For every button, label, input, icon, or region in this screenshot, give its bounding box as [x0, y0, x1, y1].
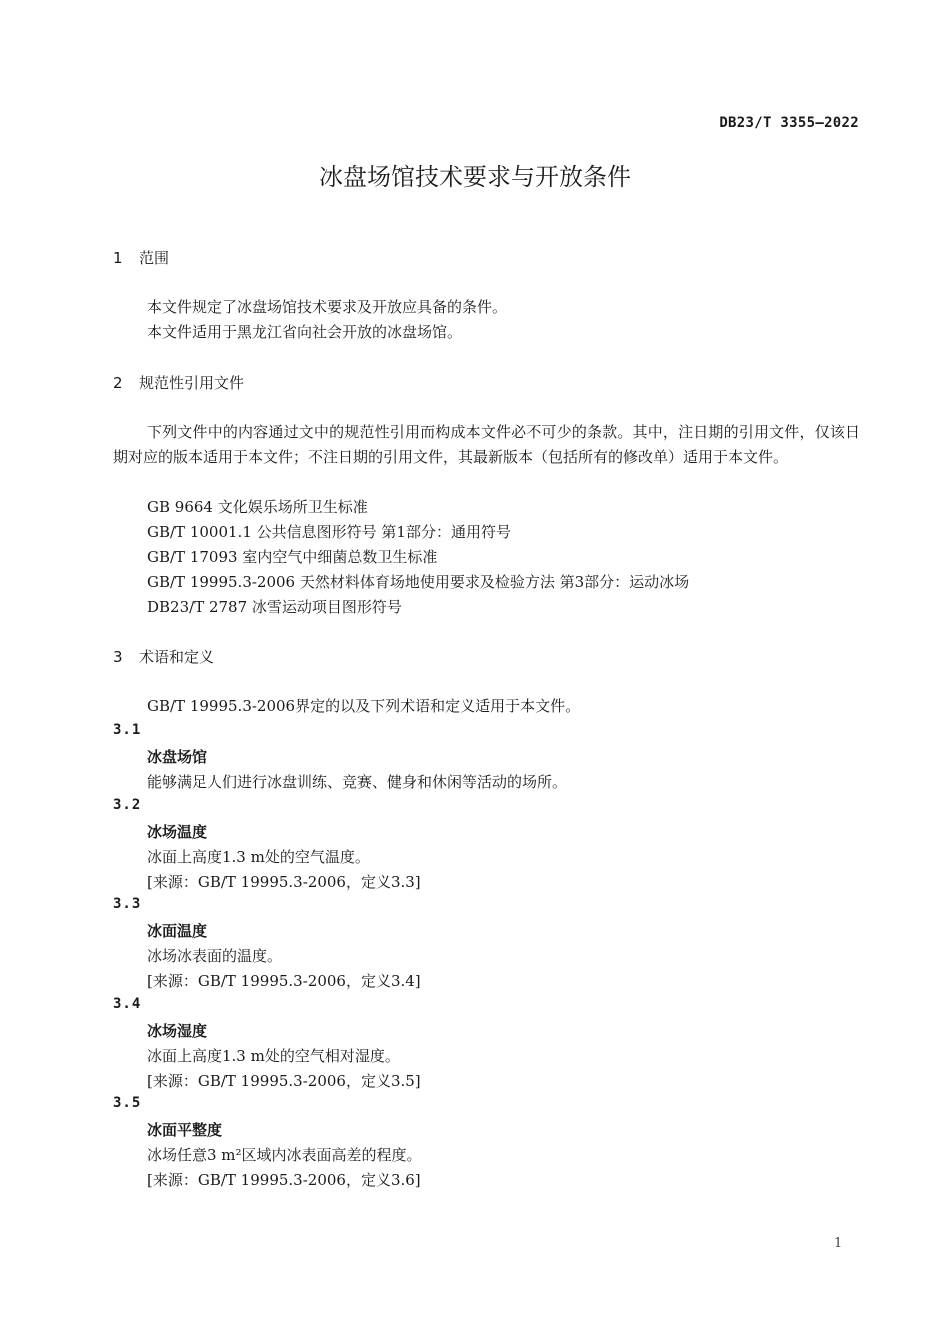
- reference-item: GB/T 17093 室内空气中细菌总数卫生标准: [147, 548, 438, 566]
- section-title: 范围: [139, 249, 170, 267]
- document-title: 冰盘场馆技术要求与开放条件: [319, 163, 631, 191]
- term-source: [来源：GB/T 19995.3-2006，定义3.5]: [147, 1072, 421, 1090]
- term-source: [来源：GB/T 19995.3-2006，定义3.3]: [147, 873, 421, 891]
- page-number: 1: [834, 1236, 843, 1251]
- term-definition: 冰面上高度1.3 m处的空气相对湿度。: [147, 1047, 400, 1065]
- term-name: 冰场温度: [147, 823, 208, 841]
- section-heading-terms-and-definitions: [113, 646, 214, 667]
- paragraph: 本文件适用于黑龙江省向社会开放的冰盘场馆。: [147, 323, 463, 341]
- term-name: 冰场湿度: [147, 1022, 208, 1040]
- term-source: [来源：GB/T 19995.3-2006，定义3.4]: [147, 972, 421, 990]
- reference-item: GB/T 10001.1 公共信息图形符号 第1部分：通用符号: [147, 523, 511, 541]
- paragraph: 下列文件中的内容通过文中的规范性引用而构成本文件必不可少的条款。其中，注日期的引用文件，仅该日期对应的版本适用于本文件；不注日期的引用文件，其最新版本（包括所有的修改单）适用于本文件。: [113, 423, 860, 466]
- section-heading-scope: [113, 247, 169, 268]
- paragraph: 本文件规定了冰盘场馆技术要求及开放应具备的条件。: [147, 298, 508, 316]
- section-number: 1: [113, 249, 123, 267]
- reference-item: GB/T 19995.3-2006 天然材料体育场地使用要求及检验方法 第3部分：运动冰场: [147, 573, 690, 591]
- reference-item: DB23/T 2787 冰雪运动项目图形符号: [147, 598, 402, 616]
- term-definition: 冰面上高度1.3 m处的空气温度。: [147, 848, 370, 866]
- term-number: 3.2: [113, 797, 142, 813]
- term-definition: 冰场任意3 m²区域内冰表面高差的程度。: [147, 1146, 422, 1164]
- paragraph: GB/T 19995.3-2006界定的以及下列术语和定义适用于本文件。: [147, 697, 581, 715]
- document-code: DB23/T 3355—2022: [719, 115, 859, 131]
- section-title: 术语和定义: [139, 648, 215, 666]
- term-name: 冰面温度: [147, 922, 208, 940]
- term-name: 冰面平整度: [147, 1121, 223, 1139]
- term-number: 3.1: [113, 722, 142, 738]
- term-number: 3.5: [113, 1095, 142, 1111]
- term-number: 3.4: [113, 996, 142, 1012]
- term-number: 3.3: [113, 896, 142, 912]
- section-number: 2: [113, 374, 123, 392]
- section-number: 3: [113, 648, 123, 666]
- reference-item: GB 9664 文化娱乐场所卫生标准: [147, 498, 368, 516]
- section-heading-normative-references: [113, 372, 244, 393]
- section-title: 规范性引用文件: [139, 374, 245, 392]
- term-source: [来源：GB/T 19995.3-2006，定义3.6]: [147, 1171, 421, 1189]
- term-name: 冰盘场馆: [147, 748, 208, 766]
- term-definition: 冰场冰表面的温度。: [147, 947, 283, 965]
- term-definition: 能够满足人们进行冰盘训练、竞赛、健身和休闲等活动的场所。: [147, 773, 568, 791]
